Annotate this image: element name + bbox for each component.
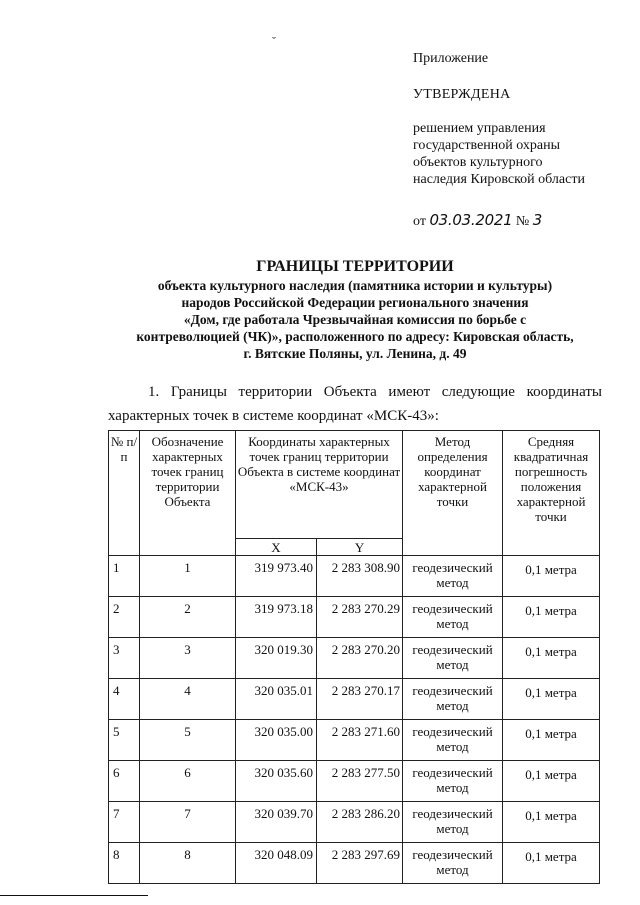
- cell-error: 0,1 метра: [503, 638, 600, 679]
- number-value: 3: [532, 211, 542, 229]
- cell-y: 2 283 270.20: [317, 638, 403, 679]
- decision-line: государственной охраны: [413, 138, 561, 153]
- cell-x: 319 973.18: [236, 597, 317, 638]
- cell-x: 320 048.09: [236, 843, 317, 884]
- cell-method: геодезический метод: [403, 720, 503, 761]
- scan-mark: ˘: [272, 34, 276, 48]
- cell-point: 5: [140, 720, 236, 761]
- table-row: [109, 556, 600, 597]
- document-title: [100, 257, 610, 362]
- table-row: [109, 802, 600, 843]
- cell-point: 1: [140, 556, 236, 597]
- table-row: [109, 597, 600, 638]
- decision-line: объектов культурного: [413, 155, 543, 170]
- cell-point: 4: [140, 679, 236, 720]
- cell-error: 0,1 метра: [503, 720, 600, 761]
- header-designation: Обозначение характерных точек границ территории Объекта: [140, 431, 236, 556]
- cell-error: 0,1 метра: [503, 761, 600, 802]
- cell-x: 320 039.70: [236, 802, 317, 843]
- cell-x: 320 035.01: [236, 679, 317, 720]
- date-value: 03.03.2021: [429, 211, 513, 229]
- table-row: [109, 720, 600, 761]
- cell-num: 1: [109, 556, 140, 597]
- title-line: народов Российской Федерации регионального значения: [181, 295, 529, 310]
- header-num: № п/п: [109, 431, 140, 556]
- cell-method: геодезический метод: [403, 761, 503, 802]
- date-prefix: от: [413, 214, 426, 229]
- cell-num: 6: [109, 761, 140, 802]
- cell-method: геодезический метод: [403, 843, 503, 884]
- table-row: [109, 679, 600, 720]
- title-line: г. Вятские Поляны, ул. Ленина, д. 49: [243, 346, 467, 361]
- cell-point: 2: [140, 597, 236, 638]
- header-y: Y: [317, 539, 403, 556]
- cell-x: 320 035.00: [236, 720, 317, 761]
- cell-method: геодезический метод: [403, 556, 503, 597]
- cell-x: 319 973.40: [236, 556, 317, 597]
- paragraph-line: характерных точек в системе координат «МСК-43»:: [108, 408, 439, 424]
- cell-method: геодезический метод: [403, 638, 503, 679]
- intro-paragraph: [108, 380, 602, 428]
- cell-num: 4: [109, 679, 140, 720]
- footnote-separator: [0, 895, 148, 896]
- cell-num: 8: [109, 843, 140, 884]
- cell-point: 7: [140, 802, 236, 843]
- table-row: [109, 843, 600, 884]
- cell-y: 2 283 270.29: [317, 597, 403, 638]
- cell-num: 7: [109, 802, 140, 843]
- cell-point: 3: [140, 638, 236, 679]
- decision-line: наследия Кировской области: [413, 172, 585, 187]
- paragraph-line: 1. Границы территории Объекта имеют следующие координаты: [148, 384, 602, 400]
- decision-line: решением управления: [413, 121, 546, 136]
- cell-y: 2 283 270.17: [317, 679, 403, 720]
- header-x: X: [236, 539, 317, 556]
- cell-num: 3: [109, 638, 140, 679]
- cell-method: геодезический метод: [403, 597, 503, 638]
- number-prefix: №: [515, 214, 530, 229]
- cell-error: 0,1 метра: [503, 597, 600, 638]
- table-row: [109, 638, 600, 679]
- title-line: контреволюцией (ЧК)», расположенного по адресу: Кировская область,: [136, 329, 574, 344]
- cell-x: 320 035.60: [236, 761, 317, 802]
- title-main: ГРАНИЦЫ ТЕРРИТОРИИ: [256, 258, 454, 275]
- header-coordinates: Координаты характерных точек границ территории Объекта в системе координат «МСК-43»: [236, 431, 403, 539]
- header-error: Средняя квадратичная погрешность положения характерной точки: [503, 431, 600, 556]
- cell-error: 0,1 метра: [503, 843, 600, 884]
- cell-y: 2 283 277.50: [317, 761, 403, 802]
- cell-y: 2 283 286.20: [317, 802, 403, 843]
- title-line: объекта культурного наследия (памятника истории и культуры): [157, 278, 553, 293]
- cell-method: геодезический метод: [403, 679, 503, 720]
- cell-num: 2: [109, 597, 140, 638]
- header-method: Метод определения координат характерной точки: [403, 431, 503, 556]
- approved-label: УТВЕРЖДЕНА: [413, 87, 511, 102]
- title-line: «Дом, где работала Чрезвычайная комиссия по борьбе с: [183, 312, 527, 327]
- appendix-label: Приложение: [413, 51, 489, 66]
- cell-y: 2 283 308.90: [317, 556, 403, 597]
- cell-error: 0,1 метра: [503, 556, 600, 597]
- cell-num: 5: [109, 720, 140, 761]
- table-row: [109, 761, 600, 802]
- cell-y: 2 283 297.69: [317, 843, 403, 884]
- cell-point: 6: [140, 761, 236, 802]
- decision-date-line: [413, 212, 633, 230]
- cell-point: 8: [140, 843, 236, 884]
- coordinates-table: [108, 430, 600, 884]
- cell-y: 2 283 271.60: [317, 720, 403, 761]
- cell-method: геодезический метод: [403, 802, 503, 843]
- cell-x: 320 019.30: [236, 638, 317, 679]
- cell-error: 0,1 метра: [503, 679, 600, 720]
- cell-error: 0,1 метра: [503, 802, 600, 843]
- approval-block: [413, 50, 633, 230]
